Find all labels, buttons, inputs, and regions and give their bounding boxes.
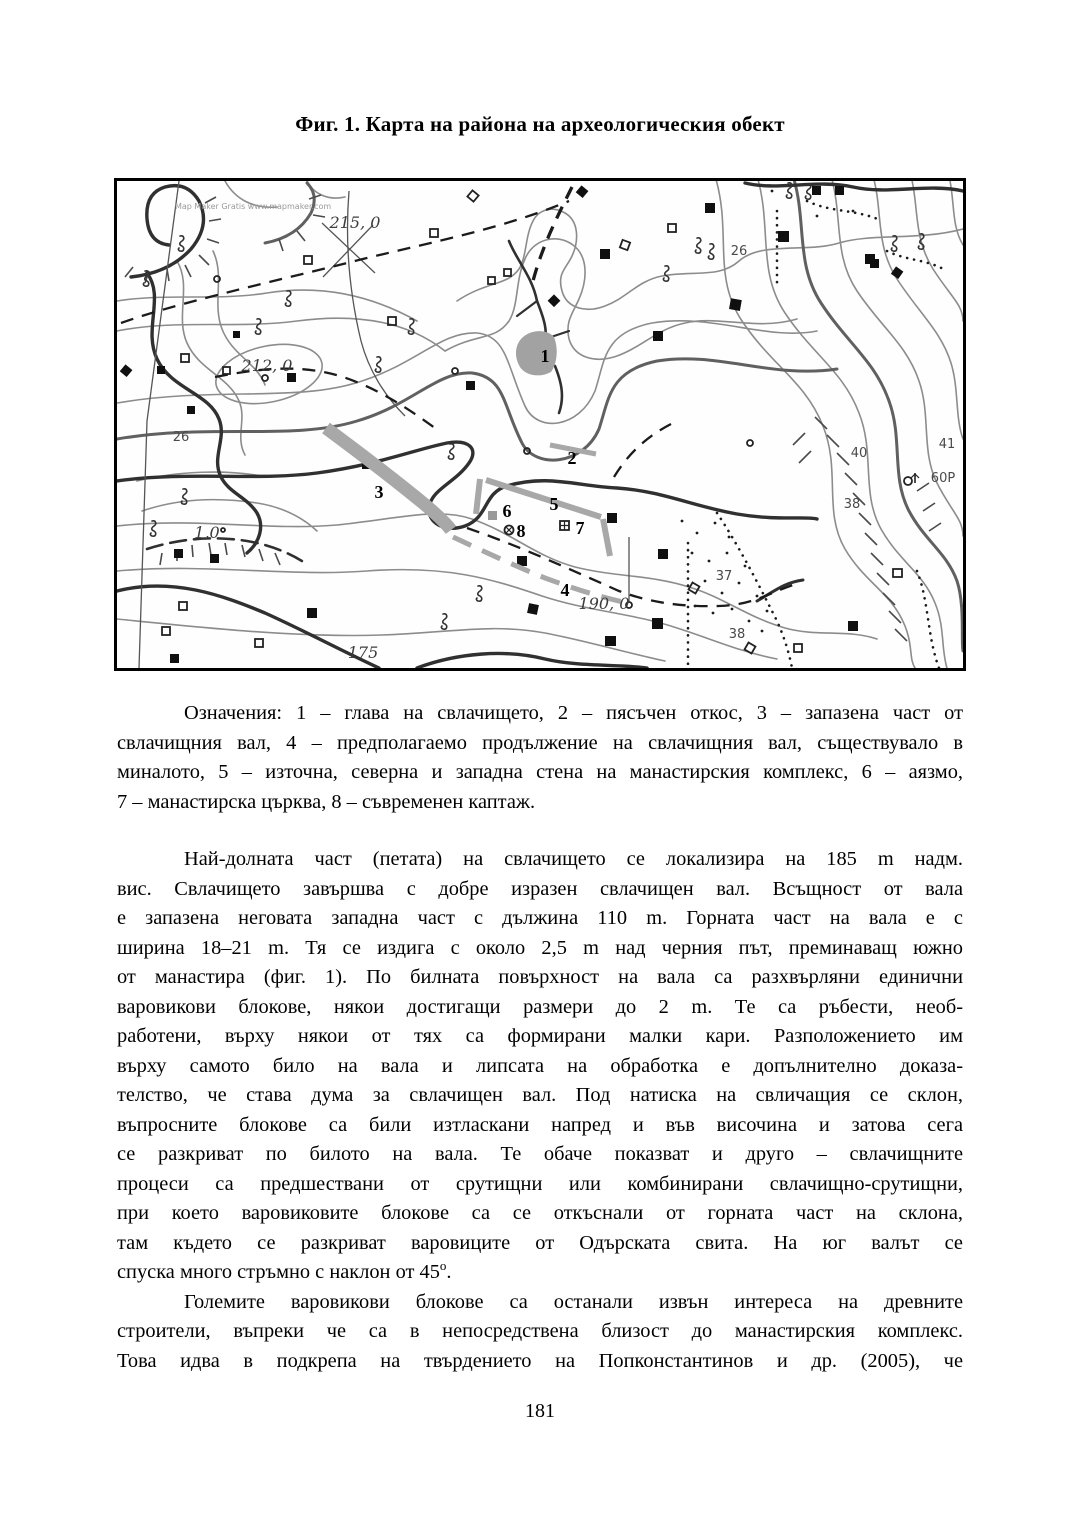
body-line: телство, че става дума за свлачищен вал. Под натиска на свличащия се склон, <box>117 1084 963 1106</box>
body-line: Големите варовикови блокове са останали извън интереса на древните <box>184 1290 963 1313</box>
map-watermark: Map Maker Gratis www.mapmaker.com <box>175 202 332 211</box>
body-line-post: . <box>446 1261 452 1283</box>
contour-number-41: 41 <box>938 437 956 452</box>
contour-number-26-left: 26 <box>172 430 190 445</box>
boundary-line <box>139 181 179 668</box>
feature-label-4: 4 <box>560 580 570 600</box>
elevation-label-215: 215, 0 <box>329 213 381 232</box>
index-contour-lines <box>117 181 963 651</box>
elevation-label-175: 175 <box>347 643 379 662</box>
body-line: е запазена неговата западна част с дължина 110 m. Горната част на вала е с <box>117 907 963 929</box>
body-line: въпросните блокове са били изтласкани напред и във височина и затова сега <box>117 1113 963 1136</box>
body-text <box>117 845 963 1376</box>
feature-label-3: 3 <box>374 482 384 502</box>
legend-paragraph <box>117 699 963 817</box>
vegetation-symbols <box>143 183 923 629</box>
legend-line: миналото, 5 – източна, северна и западна стена на манастирския комплекс, 6 – аязмо, <box>117 761 963 783</box>
feature-label-6: 6 <box>502 501 512 521</box>
body-line: при което варовиковите блокове са се откъснали от горната част на склона, <box>117 1202 963 1224</box>
body-line: процеси са предшествани от срутищни или комбинирани свлачищно-срутищни, <box>117 1172 963 1195</box>
legend-line: 7 – манастирска църква, 8 – съвременен каптаж. <box>117 790 536 813</box>
contour-number-26-top: 26 <box>730 244 748 259</box>
dotted-trails <box>681 190 947 668</box>
feature-1-landslide-head <box>516 331 557 375</box>
contour-number-40: 40 <box>850 446 868 461</box>
feature-label-5: 5 <box>549 494 559 514</box>
buildings-filled <box>120 185 904 663</box>
body-line: върху самото било на вала и липсата на обработка е допълнително доказа- <box>117 1054 963 1077</box>
map-figure <box>114 178 966 671</box>
feature-label-2: 2 <box>567 448 577 468</box>
elevation-label-212: 212, 0 <box>241 356 293 375</box>
elevation-label-190: 190, 0 <box>578 594 630 613</box>
feature-label-1: 1 <box>540 346 550 366</box>
small-circles <box>214 276 912 608</box>
landslide-overlays <box>326 331 623 602</box>
body-line: строители, въпреки че са в непосредствена близост до манастирския комплекс. <box>117 1320 963 1342</box>
feature-7-church-marker <box>560 521 569 530</box>
superscript-degree: о <box>439 1258 447 1274</box>
body-line-pre: спуска много стръмно с наклон от 45 <box>117 1261 440 1283</box>
body-line: се разкриват по билото на вала. Те обаче показват и друго – свлачищните <box>117 1143 963 1165</box>
page-number: 181 <box>525 1400 555 1422</box>
contour-number-38-upper: 38 <box>843 497 861 512</box>
feature-6-ayazmo-marker <box>488 511 497 520</box>
body-line: варовикови блокове, някои достигащи размери до 2 m. Те са ръбести, необ- <box>117 995 963 1018</box>
feature-label-7: 7 <box>575 518 585 538</box>
topographic-map <box>117 181 963 668</box>
spot-height-label-1-0: 1,0 <box>194 523 220 542</box>
contour-number-37: 37 <box>715 569 733 584</box>
feature-label-8: 8 <box>516 521 526 541</box>
body-line-with-superscript <box>117 1258 963 1288</box>
figure-caption: Фиг. 1. Карта на района на археологическия обект <box>295 112 785 136</box>
body-line: Най-долната част (петата) на свлачището се локализира на 185 m надм. <box>184 848 963 870</box>
body-line: там където се разкриват варовиците от Одърската свита. На юг валът се <box>117 1231 963 1254</box>
body-line: от манастира (фиг. 1). По билната повърхност на вала са разхвърляни единични <box>117 966 963 988</box>
legend-line: Означения: 1 – глава на свлачището, 2 – пясъчен откос, 3 – запазена част от <box>184 702 963 724</box>
dashed-roads <box>121 187 793 606</box>
body-line: вис. Свлачището завършва с добре изразен свлачищен вал. Всъщност от вала <box>117 877 963 900</box>
body-line: ширина 18–21 m. Тя се издига с около 2,5 m над черния път, преминаващ южно <box>117 936 963 959</box>
body-line: Това идва в подкрепа на твърдението на Попконстантинов и др. (2005), че <box>117 1349 963 1372</box>
feature-8-captage-marker <box>505 526 514 535</box>
label-60r: 60Р <box>930 471 956 486</box>
contour-number-38-lower: 38 <box>728 627 746 642</box>
legend-line: свлачищния вал, 4 – предполагаемо продължение на свлачищния вал, съществувало в <box>117 731 963 754</box>
feature-3-rampart-band <box>326 428 451 530</box>
body-line: работени, върху някои от тях са формирани малки кари. Разположението им <box>117 1025 963 1047</box>
